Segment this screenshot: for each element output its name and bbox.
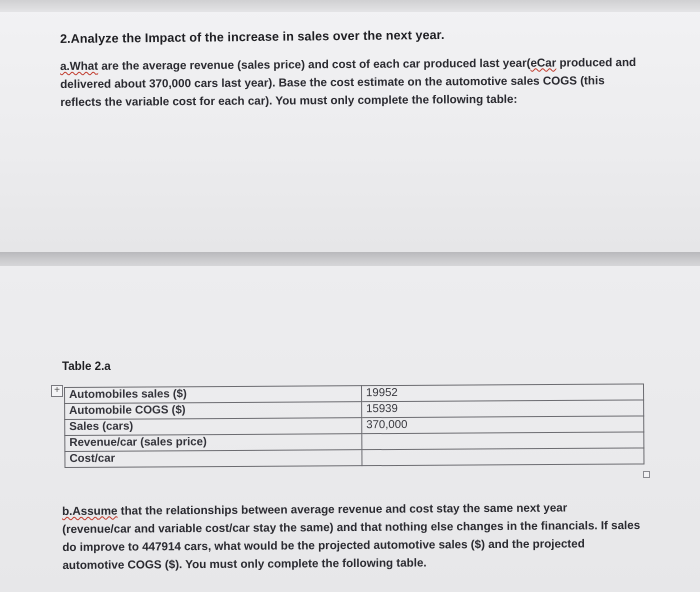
- row-value-cell[interactable]: 370,000: [362, 416, 644, 434]
- row-label: Cost/car: [65, 450, 362, 468]
- row-value-cell[interactable]: 19952: [361, 384, 643, 402]
- part-b-line1: that the relationships between average revenue and cost stay the same next year: [117, 501, 568, 518]
- row-label: Automobiles sales ($): [65, 386, 362, 404]
- part-b-prefix: b.Assume: [62, 504, 118, 518]
- page-break-band: [0, 252, 700, 266]
- row-value-cell[interactable]: [362, 448, 644, 466]
- data-table: [64, 383, 644, 468]
- table-caption: Table 2.a: [62, 360, 111, 373]
- part-a-line3: reflects the variable cost for each car). You must only complete the following table:: [60, 92, 518, 109]
- part-b-line4: automotive COGS ($). You must only complete the following table.: [62, 556, 427, 572]
- row-label: Sales (cars): [65, 418, 362, 436]
- row-label: Automobile COGS ($): [65, 402, 362, 420]
- table-move-handle-icon[interactable]: +: [51, 385, 63, 397]
- part-a-line2: delivered about 370,000 cars last year). Base the cost estimate on the automotive sales COGS (this: [60, 74, 605, 91]
- part-a-ecar: eCar: [530, 56, 557, 70]
- top-edge: [0, 0, 700, 12]
- table-resize-handle[interactable]: [643, 471, 650, 478]
- part-b-line2: (revenue/car and variable cost/car stay the same) and that nothing else changes in the financials. If sales: [62, 518, 641, 536]
- part-b-line3: do improve to 447914 cars, what would be the projected automotive sales ($) and the projected: [62, 537, 585, 554]
- part-a-line1-end: produced and: [556, 55, 637, 70]
- table-row: [65, 448, 644, 468]
- row-value-cell[interactable]: [362, 432, 644, 450]
- part-a-prefix: a.What: [60, 59, 99, 73]
- part-a-text: [60, 54, 660, 112]
- row-label: Revenue/car (sales price): [65, 434, 362, 452]
- part-a-line1: are the average revenue (sales price) and cost of each car produced last year(: [98, 56, 531, 73]
- question-heading: 2.Analyze the Impact of the increase in sales over the next year.: [60, 27, 445, 46]
- part-b-text: [62, 499, 662, 575]
- row-value-cell[interactable]: 15939: [362, 400, 644, 418]
